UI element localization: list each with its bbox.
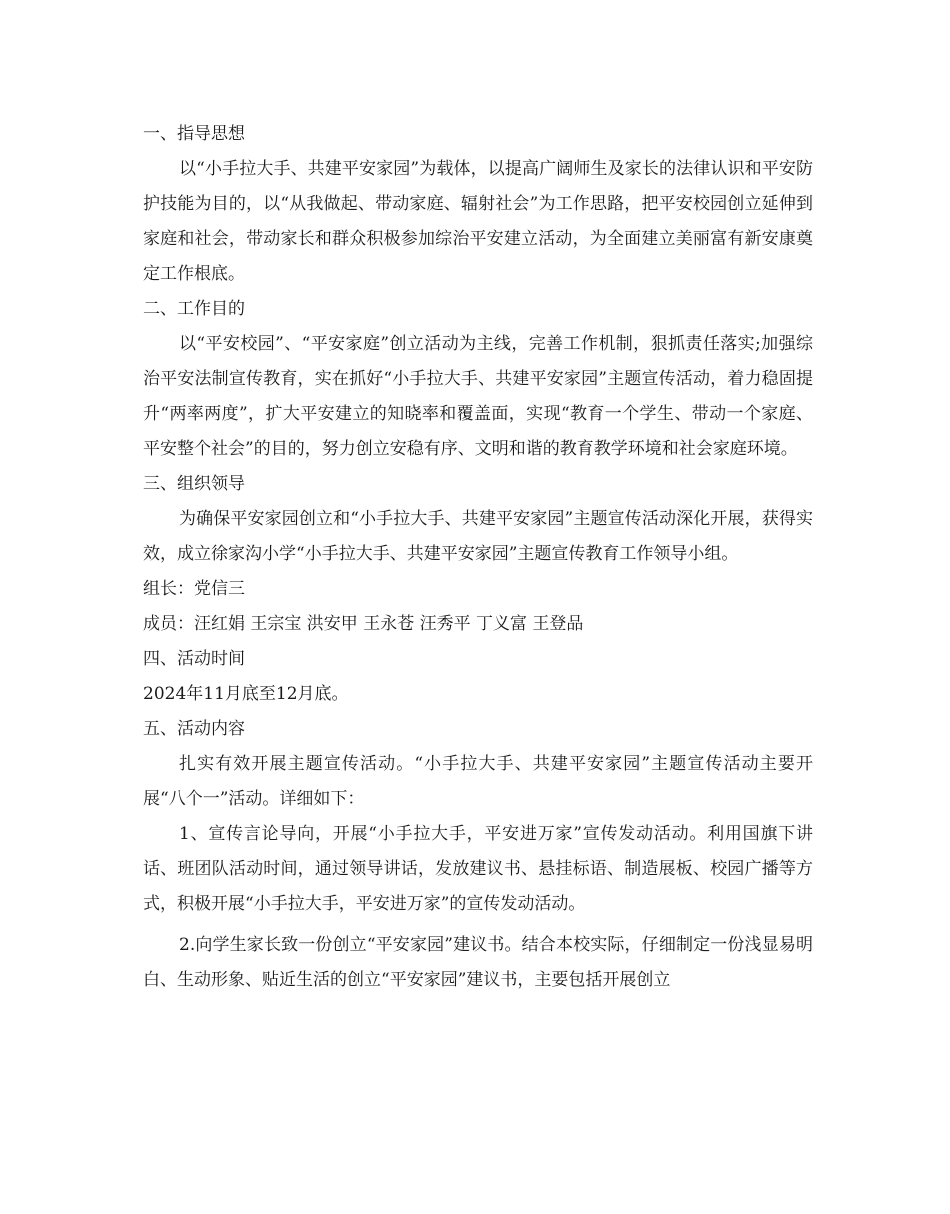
paragraph: 扎实有效开展主题宣传活动。“小手拉大手、共建平安家园”主题宣传活动主要开展“八个一”活动。详细如下： <box>143 754 813 809</box>
document-body <box>143 117 813 998</box>
section-heading: 二、工作目的 <box>143 299 245 319</box>
members-line: 成员：汪红娟 王宗宝 洪安甲 王永苍 汪秀平 丁义富 王登品 <box>143 614 584 634</box>
leader-line: 组长：党信三 <box>143 579 245 599</box>
section-heading: 一、指导思想 <box>143 124 245 144</box>
paragraph: 1、宣传言论导向，开展“小手拉大手，平安进万家”宣传发动活动。利用国旗下讲话、班团队活动时间，通过领导讲话，发放建议书、悬挂标语、制造展板、校园广播等方式，积极开展“小手拉大手，平安进万家”的宣传发动活动。 <box>143 824 813 914</box>
section-heading: 四、活动时间 <box>143 649 245 669</box>
paragraph: 以“小手拉大手、共建平安家园”为载体，以提高广阔师生及家长的法律认识和平安防护技能为目的，以“从我做起、带动家庭、辐射社会”为工作思路，把平安校园创立延伸到家庭和社会，带动家长和群众积极参加综治平安建立活动，为全面建立美丽富有新安康奠定工作根底。 <box>143 159 813 284</box>
paragraph: 2.向学生家长致一份创立“平安家园”建议书。结合本校实际，仔细制定一份浅显易明白、生动形象、贴近生活的创立“平安家园”建议书，主要包括开展创立 <box>143 935 813 990</box>
section-heading: 三、组织领导 <box>143 474 245 494</box>
paragraph: 为确保平安家园创立和“小手拉大手、共建平安家园”主题宣传活动深化开展，获得实效，成立徐家沟小学“小手拉大手、共建平安家园”主题宣传教育工作领导小组。 <box>143 509 813 564</box>
paragraph: 以“平安校园”、“平安家庭”创立活动为主线，完善工作机制，狠抓责任落实;加强综治平安法制宣传教育，实在抓好“小手拉大手、共建平安家园”主题宣传活动，着力稳固提升“两率两度”，扩大平安建立的知晓率和覆盖面，实现“教育一个学生、带动一个家庭、平安整个社会”的目的，努力创立安稳有序、文明和谐的教育教学环境和社会家庭环境。 <box>143 334 813 459</box>
section-heading: 五、活动内容 <box>143 719 245 739</box>
activity-time: 2024年11月底至12月底。 <box>143 684 349 704</box>
